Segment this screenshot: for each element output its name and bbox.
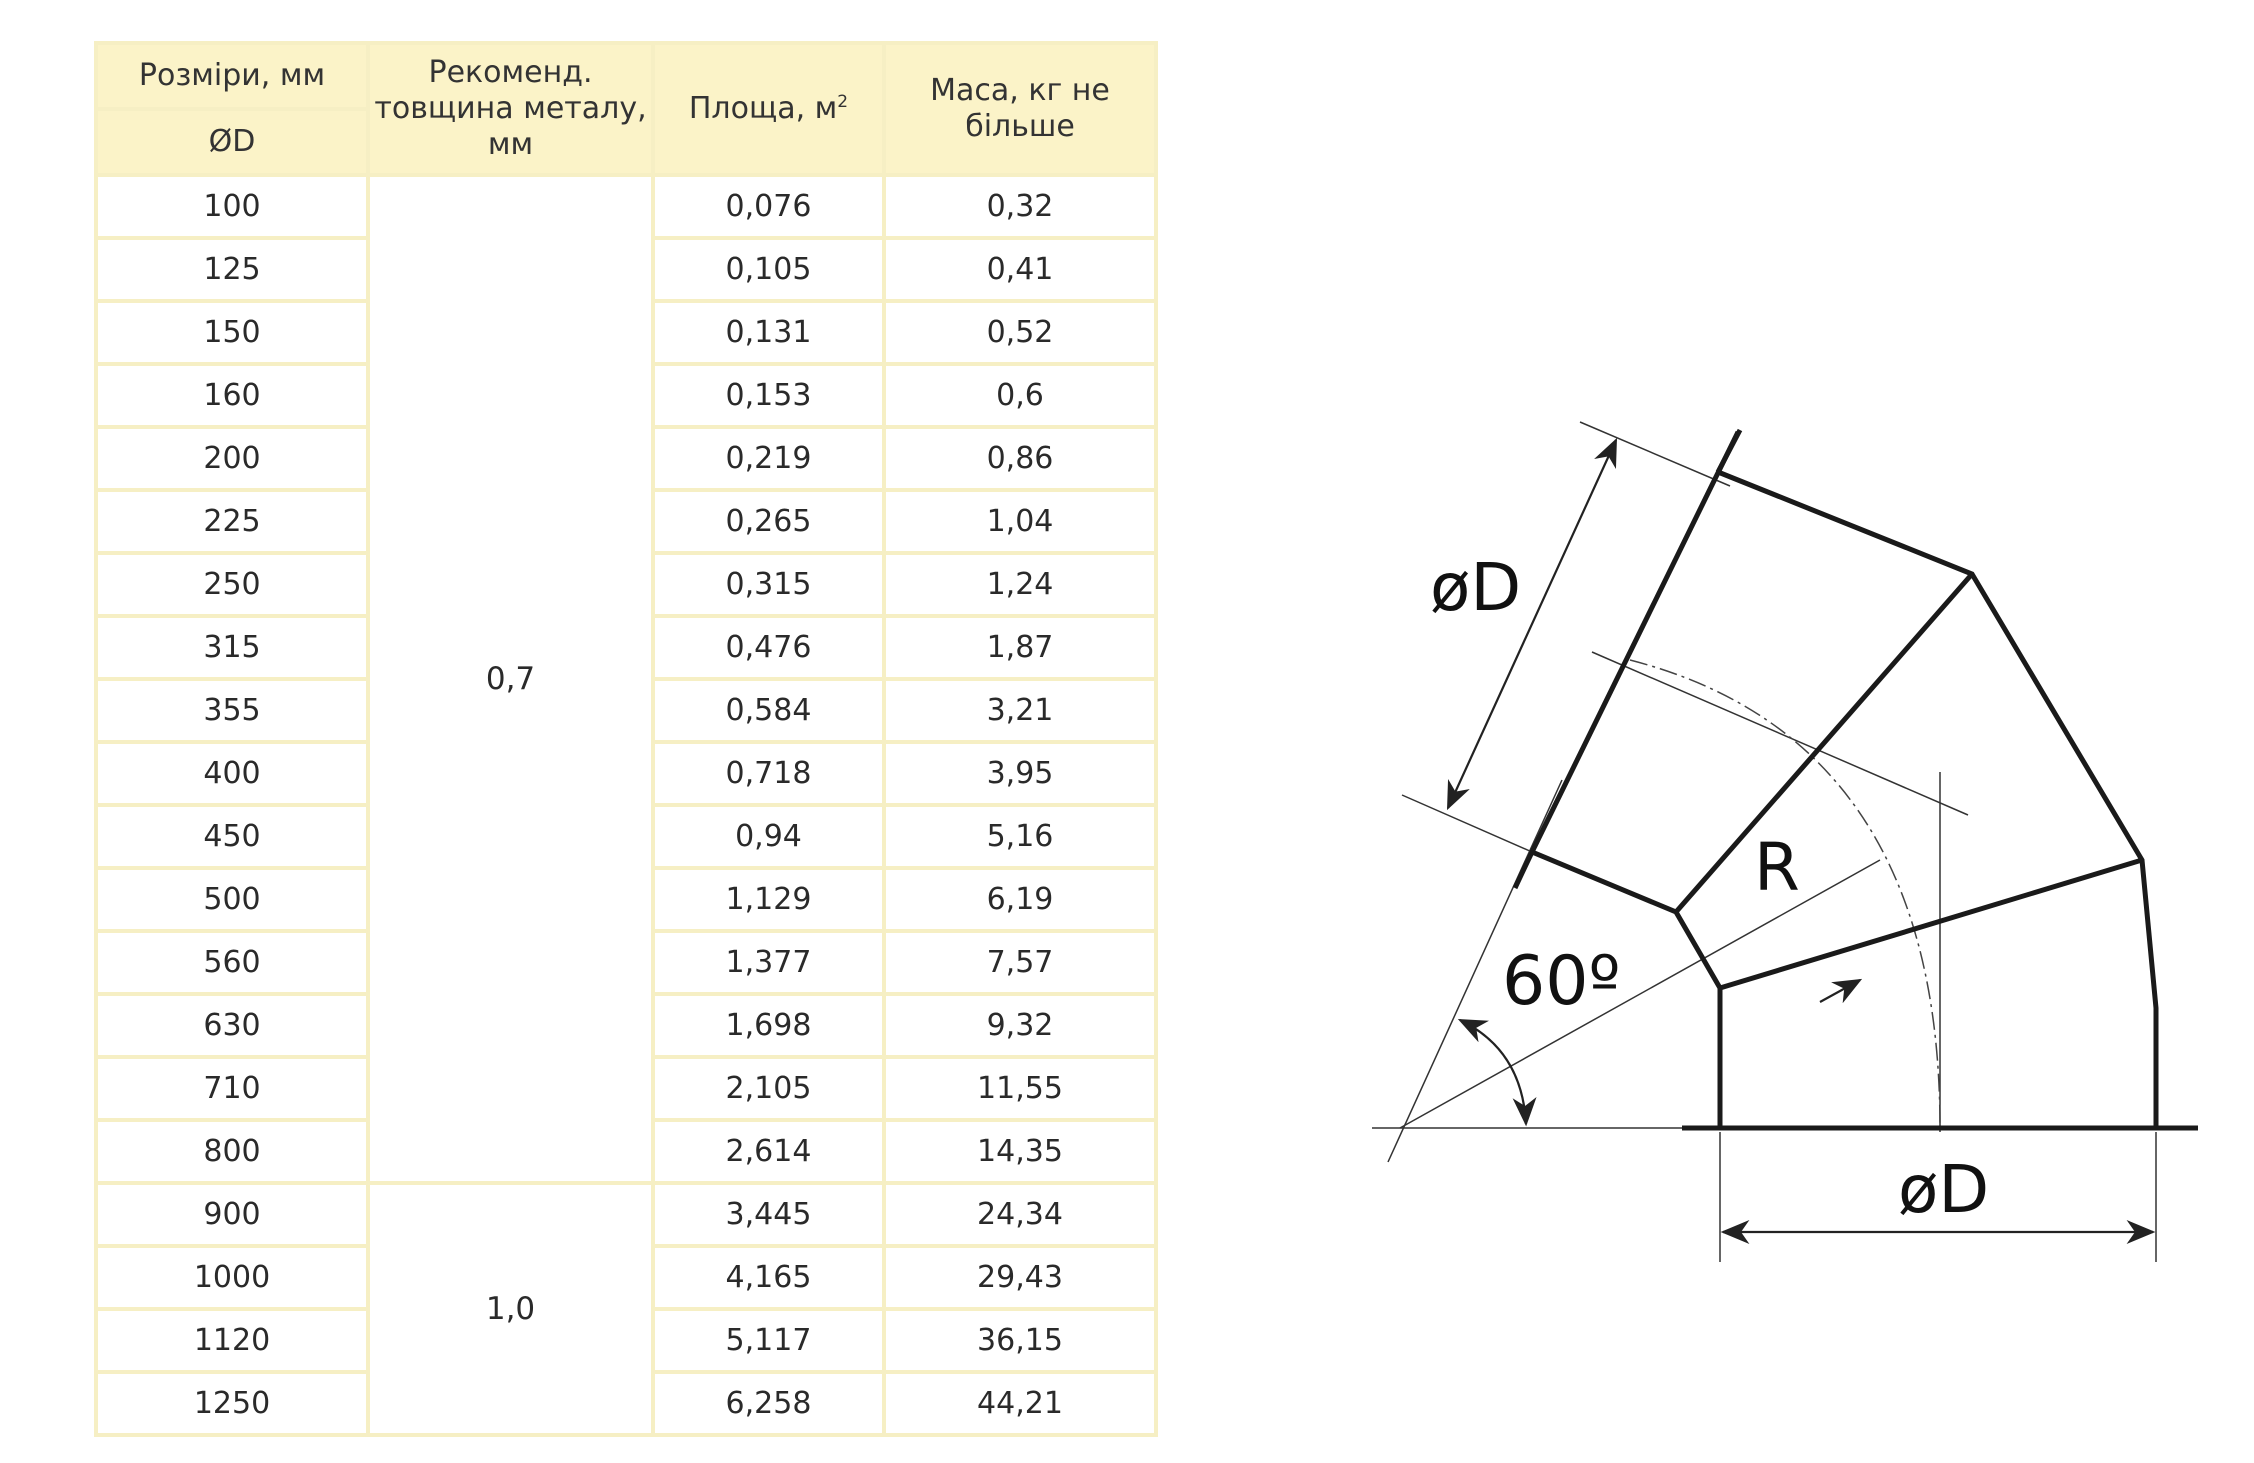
radius-label: R	[1754, 829, 1800, 906]
cell-mass: 9,32	[886, 996, 1154, 1055]
cell-mass: 1,24	[886, 555, 1154, 614]
angle-arc-arrow	[1460, 1020, 1526, 1124]
radius-arrow	[1820, 980, 1860, 1002]
cell-mass: 6,19	[886, 870, 1154, 929]
diameter-top-label: øD	[1430, 549, 1522, 626]
cell-mass: 11,55	[886, 1059, 1154, 1118]
cell-diameter: 1000	[98, 1248, 366, 1307]
cell-area: 0,265	[655, 492, 882, 551]
header-area	[655, 45, 882, 173]
cell-mass: 36,15	[886, 1311, 1154, 1370]
header-sizes: Розміри, мм	[98, 45, 366, 107]
cell-area: 0,584	[655, 681, 882, 740]
cell-mass: 24,34	[886, 1185, 1154, 1244]
cell-area: 3,445	[655, 1185, 882, 1244]
cell-diameter: 160	[98, 366, 366, 425]
cell-diameter: 800	[98, 1122, 366, 1181]
table-row	[98, 177, 1154, 236]
cell-mass: 0,41	[886, 240, 1154, 299]
elbow-drawing-svg	[1340, 390, 2220, 1290]
cell-diameter: 1120	[98, 1311, 366, 1370]
cell-diameter: 630	[98, 996, 366, 1055]
cell-area: 6,258	[655, 1374, 882, 1433]
cell-mass: 3,95	[886, 744, 1154, 803]
diameter-bottom-label: øD	[1898, 1151, 1990, 1228]
cell-mass: 3,21	[886, 681, 1154, 740]
cell-area: 0,315	[655, 555, 882, 614]
header-area-superscript: 2	[837, 92, 849, 112]
specification-table	[94, 41, 1158, 1437]
elbow-outline	[1515, 430, 2198, 1128]
cell-area: 5,117	[655, 1311, 882, 1370]
cell-mass: 0,52	[886, 303, 1154, 362]
cell-mass: 7,57	[886, 933, 1154, 992]
cell-mass: 44,21	[886, 1374, 1154, 1433]
cell-area: 0,718	[655, 744, 882, 803]
cell-area: 4,165	[655, 1248, 882, 1307]
cell-diameter: 500	[98, 870, 366, 929]
elbow-outer-contour	[1718, 472, 2156, 1128]
cell-area: 1,129	[655, 870, 882, 929]
cell-mass: 1,04	[886, 492, 1154, 551]
cell-diameter: 200	[98, 429, 366, 488]
cell-diameter: 560	[98, 933, 366, 992]
extension-line-top	[1580, 422, 1730, 486]
dimension-arrows	[1448, 440, 2153, 1232]
specification-table-wrapper	[94, 41, 1158, 1437]
cell-area: 0,476	[655, 618, 882, 677]
extension-line-left	[1402, 795, 1532, 852]
cell-area: 0,105	[655, 240, 882, 299]
cell-mass: 0,6	[886, 366, 1154, 425]
angle-label: 60º	[1502, 942, 1621, 1021]
cell-mass: 29,43	[886, 1248, 1154, 1307]
cell-diameter: 1250	[98, 1374, 366, 1433]
cell-thickness-group: 0,7	[370, 177, 651, 1181]
header-mass: Маса, кг не більше	[886, 45, 1154, 173]
cell-mass: 14,35	[886, 1122, 1154, 1181]
cell-mass: 5,16	[886, 807, 1154, 866]
cell-area: 1,377	[655, 933, 882, 992]
cell-diameter: 315	[98, 618, 366, 677]
cell-area: 0,219	[655, 429, 882, 488]
cell-diameter: 100	[98, 177, 366, 236]
cell-diameter: 225	[98, 492, 366, 551]
cell-area: 0,076	[655, 177, 882, 236]
cell-area: 0,131	[655, 303, 882, 362]
cell-diameter: 400	[98, 744, 366, 803]
cell-area: 2,105	[655, 1059, 882, 1118]
cell-area: 1,698	[655, 996, 882, 1055]
cell-thickness-group: 1,0	[370, 1185, 651, 1433]
elbow-inlet-tick	[1718, 430, 1740, 472]
elbow-inlet-edge	[1532, 432, 1738, 852]
cell-diameter: 355	[98, 681, 366, 740]
elbow-drawing	[1340, 390, 2220, 1290]
cell-mass: 1,87	[886, 618, 1154, 677]
cell-mass: 0,32	[886, 177, 1154, 236]
cell-diameter: 150	[98, 303, 366, 362]
cell-diameter: 125	[98, 240, 366, 299]
cell-area: 0,94	[655, 807, 882, 866]
elbow-seam-1	[1676, 574, 1972, 912]
cell-area: 2,614	[655, 1122, 882, 1181]
header-area-label: Площа, м	[688, 91, 838, 126]
header-thickness: Рекоменд. товщина металу, мм	[370, 45, 651, 173]
cell-diameter: 250	[98, 555, 366, 614]
cell-diameter: 450	[98, 807, 366, 866]
table-row	[98, 1185, 1154, 1244]
cell-diameter: 710	[98, 1059, 366, 1118]
radius-line	[1400, 860, 1880, 1128]
header-diameter: ØD	[98, 111, 366, 173]
cell-diameter: 900	[98, 1185, 366, 1244]
cell-mass: 0,86	[886, 429, 1154, 488]
cell-area: 0,153	[655, 366, 882, 425]
